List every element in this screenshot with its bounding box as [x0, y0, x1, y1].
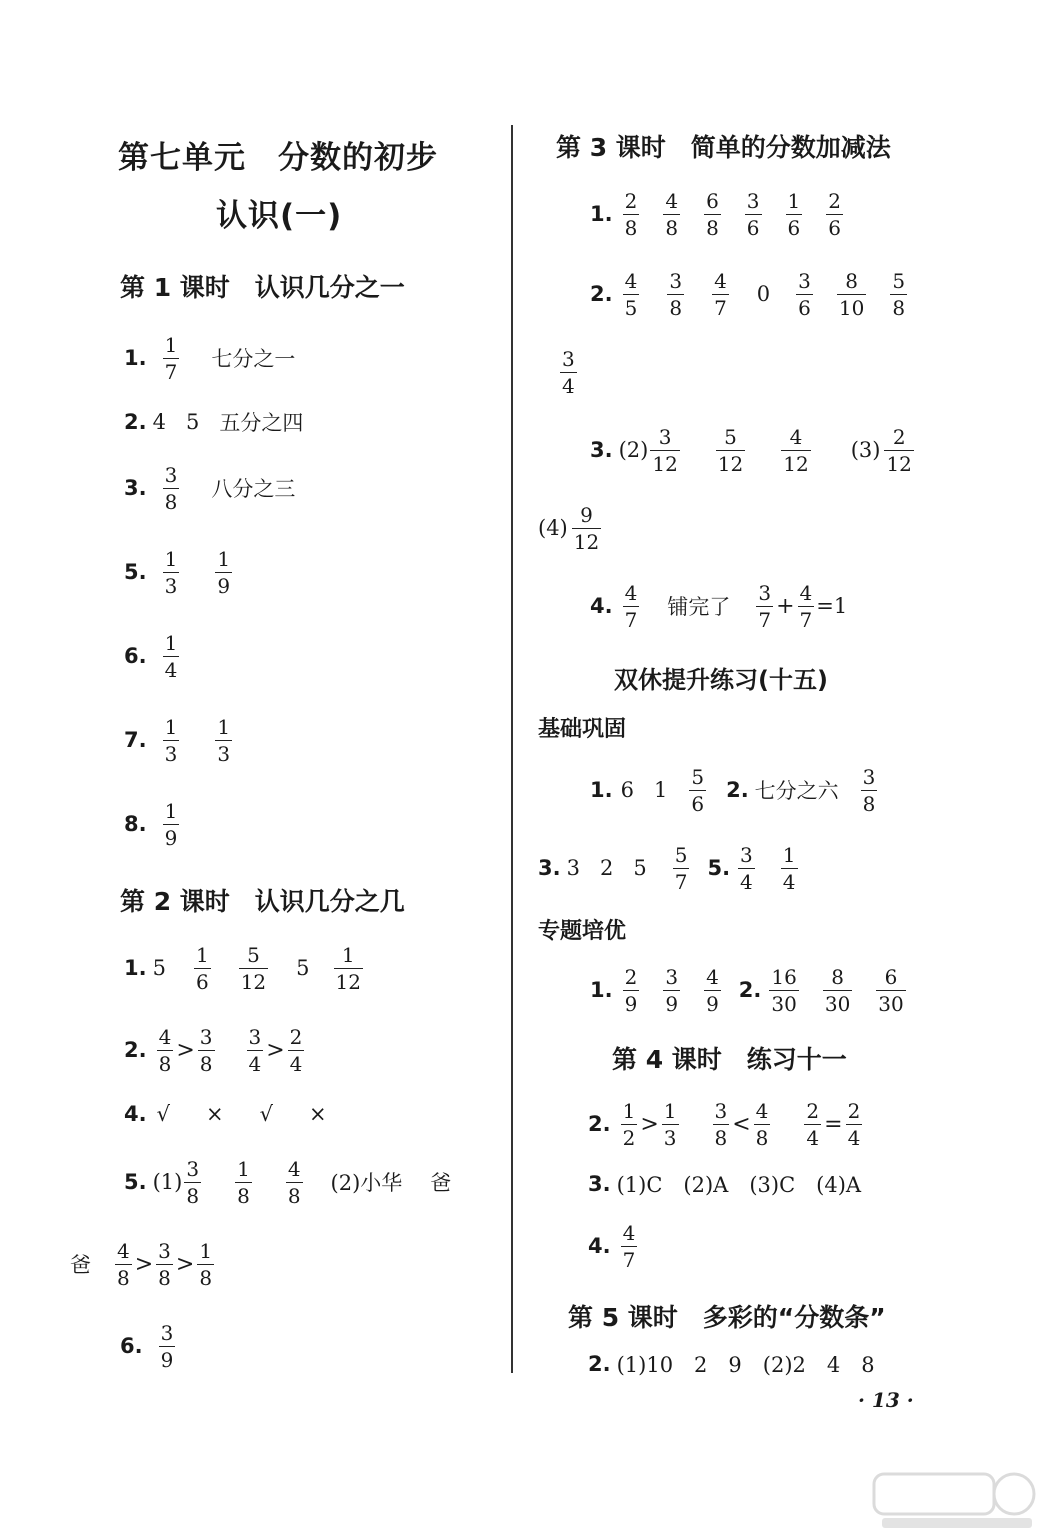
fraction: $\frac{6}{8}$ [706, 188, 719, 240]
l2-item1: 1. 5 $\frac{1}{6}$ $\frac{5}{12}$ 5 $\frac{1}{12}$ [124, 942, 361, 994]
lesson4-title: 第 4 课时 练习十一 [612, 1045, 847, 1074]
fraction: $\frac{16}{30}$ [771, 964, 797, 1016]
fraction: $\frac{3}{8}$ [164, 462, 178, 514]
fraction: $\frac{4}{7}$ [622, 1220, 636, 1272]
fraction: $\frac{3}{9}$ [160, 1320, 174, 1372]
l3-item4: 4. $\frac{4}{7}$ 铺完了 $\frac{3}{7}$ + $\frac{4}{7}$ =1 [590, 580, 848, 632]
fraction: $\frac{3}{6}$ [746, 188, 760, 240]
fraction: $\frac{9}{12}$ [573, 502, 600, 554]
fraction: $\frac{3}{4}$ [740, 842, 753, 894]
column-divider [511, 125, 513, 1373]
unit-title-line2: 认识(一) [216, 198, 343, 234]
fraction: $\frac{3}{12}$ [652, 424, 678, 476]
fraction: $\frac{4}{8}$ [117, 1238, 130, 1290]
fraction: $\frac{4}{7}$ [714, 268, 727, 320]
fraction: $\frac{2}{8}$ [624, 188, 638, 240]
l1-item6: 6. $\frac{1}{4}$ [124, 630, 178, 682]
practice15-title: 双休提升练习(十五) [614, 666, 828, 694]
watermark-logo-icon [872, 1468, 1042, 1532]
fraction: $\frac{3}{8}$ [199, 1024, 213, 1076]
fraction: $\frac{1}{3}$ [164, 714, 178, 766]
l1-item5: 5. $\frac{1}{3}$ $\frac{1}{9}$ [124, 546, 231, 598]
l3-item2: 2. $\frac{4}{5}$ $\frac{3}{8}$ $\frac{4}{7}$ 0 $\frac{3}{6}$ $\frac{8}{10}$ $\frac{5}{8}$ [590, 268, 906, 320]
l2-item5: 5. (1) $\frac{3}{8}$ $\frac{1}{8}$ $\frac{4}{8}$ (2)小华 爸 [124, 1156, 452, 1208]
fraction: $\frac{5}{8}$ [892, 268, 906, 320]
l2-item2: 2. $\frac{4}{8}$ > $\frac{3}{8}$ $\frac{3}{4}$ > $\frac{2}{4}$ [124, 1024, 303, 1076]
fraction: $\frac{3}{8}$ [158, 1238, 171, 1290]
lesson1-title: 第 1 课时 认识几分之一 [120, 273, 405, 302]
l1-item1: 1. $\frac{1}{7}$ 七分之一 [124, 332, 296, 384]
page-number: · 13 · [858, 1388, 914, 1412]
l3-item2-cont [556, 340, 581, 404]
fraction: $\frac{3}{8}$ [862, 764, 876, 816]
p15-b1: 1. 6 1 $\frac{5}{6}$ 2. 七分之六 $\frac{3}{8}$ [590, 764, 876, 816]
fraction: $\frac{1}{4}$ [164, 630, 178, 682]
fraction: $\frac{2}{4}$ [806, 1098, 820, 1150]
fraction: $\frac{5}{7}$ [674, 842, 688, 894]
fraction: $\frac{3}{4}$ [562, 346, 575, 398]
fraction: $\frac{3}{9}$ [665, 964, 679, 1016]
fraction: $\frac{3}{8}$ [186, 1156, 200, 1208]
fraction: $\frac{8}{10}$ [838, 268, 865, 320]
special-label: 专题培优 [538, 919, 627, 944]
fraction: $\frac{5}{12}$ [717, 424, 744, 476]
lesson5-title: 第 5 课时 多彩的“分数条” [568, 1303, 886, 1332]
fraction: $\frac{4}{8}$ [158, 1024, 172, 1076]
fraction: $\frac{8}{30}$ [824, 964, 851, 1016]
fraction: $\frac{4}{8}$ [755, 1098, 769, 1150]
fraction: $\frac{1}{3}$ [164, 546, 178, 598]
lesson3-title: 第 3 课时 简单的分数加减法 [556, 133, 891, 162]
fraction: $\frac{1}{8}$ [199, 1238, 213, 1290]
l4-item4: 4. $\frac{4}{7}$ [588, 1220, 636, 1272]
fraction: $\frac{3}{6}$ [798, 268, 811, 320]
l4-item2: 2. $\frac{1}{2}$ > $\frac{1}{3}$ $\frac{3}{8}$ < $\frac{4}{8}$ $\frac{2}{4}$ = $\frac{2}{4}$ [588, 1098, 861, 1150]
fraction: $\frac{3}{8}$ [669, 268, 683, 320]
p15-b3: 3. 3 2 5 $\frac{5}{7}$ 5. $\frac{3}{4}$ $\frac{1}{4}$ [538, 842, 796, 894]
l3-item1: 1. $\frac{2}{8}$ $\frac{4}{8}$ $\frac{6}{8}$ $\frac{3}{6}$ $\frac{1}{6}$ $\frac{2}{6}$ [590, 188, 841, 240]
l3-item3-cont: (4) $\frac{9}{12}$ [538, 502, 600, 554]
fraction: $\frac{3}{7}$ [758, 580, 772, 632]
fraction: $\frac{1}{7}$ [164, 332, 178, 384]
fraction: $\frac{4}{8}$ [665, 188, 679, 240]
l1-item2: 2. 4 5 五分之四 [124, 410, 304, 435]
l1-item3: 3. $\frac{3}{8}$ 八分之三 [124, 462, 296, 514]
p15-s1: 1. $\frac{2}{9}$ $\frac{3}{9}$ $\frac{4}{9}$ 2. $\frac{16}{30}$ $\frac{8}{30}$ $\frac{6}{30}$ [590, 964, 904, 1016]
fraction: $\frac{1}{6}$ [195, 942, 209, 994]
fraction: $\frac{1}{4}$ [782, 842, 796, 894]
fraction: $\frac{4}{8}$ [287, 1156, 301, 1208]
fraction: $\frac{1}{8}$ [237, 1156, 250, 1208]
basic-label: 基础巩固 [538, 717, 627, 742]
fraction: $\frac{1}{2}$ [622, 1098, 636, 1150]
l1-item7: 7. $\frac{1}{3}$ $\frac{1}{3}$ [124, 714, 231, 766]
unit-title-line1: 第七单元 分数的初步 [118, 140, 438, 176]
fraction: $\frac{1}{6}$ [787, 188, 801, 240]
l3-item3: 3. (2) $\frac{3}{12}$ $\frac{5}{12}$ $\frac{4}{12}$ (3) $\frac{2}{12}$ [590, 424, 912, 476]
fraction: $\frac{1}{3}$ [663, 1098, 677, 1150]
fraction: $\frac{1}{9}$ [164, 798, 178, 850]
l2-item4: 4. √ × √ × [124, 1102, 327, 1126]
fraction: $\frac{3}{4}$ [248, 1024, 262, 1076]
fraction: $\frac{5}{12}$ [240, 942, 267, 994]
fraction: $\frac{2}{12}$ [886, 424, 912, 476]
l4-item3: 3. (1)C (2)A (3)C (4)A [588, 1172, 862, 1197]
fraction: $\frac{4}{7}$ [799, 580, 813, 632]
fraction: $\frac{6}{30}$ [878, 964, 904, 1016]
fraction: $\frac{5}{6}$ [691, 764, 705, 816]
fraction: $\frac{4}{5}$ [624, 268, 638, 320]
l2-item5-cont: 爸 $\frac{4}{8}$ > $\frac{3}{8}$ > $\frac{1}{8}$ [70, 1238, 213, 1290]
fraction: $\frac{1}{12}$ [335, 942, 361, 994]
fraction: $\frac{4}{7}$ [624, 580, 638, 632]
fraction: $\frac{1}{9}$ [217, 546, 231, 598]
lesson2-title: 第 2 课时 认识几分之几 [120, 887, 405, 916]
fraction: $\frac{2}{4}$ [289, 1024, 303, 1076]
fraction: $\frac{4}{9}$ [706, 964, 719, 1016]
l1-item8: 8. $\frac{1}{9}$ [124, 798, 178, 850]
l2-item6: 6. $\frac{3}{9}$ [120, 1320, 174, 1372]
fraction: $\frac{4}{12}$ [783, 424, 809, 476]
fraction: $\frac{2}{4}$ [847, 1098, 861, 1150]
fraction: $\frac{2}{6}$ [828, 188, 841, 240]
fraction: $\frac{2}{9}$ [624, 964, 638, 1016]
fraction: $\frac{3}{8}$ [714, 1098, 728, 1150]
fraction: $\frac{1}{3}$ [217, 714, 231, 766]
l5-item2: 2. (1)10 2 9 (2)2 4 8 [588, 1352, 875, 1377]
